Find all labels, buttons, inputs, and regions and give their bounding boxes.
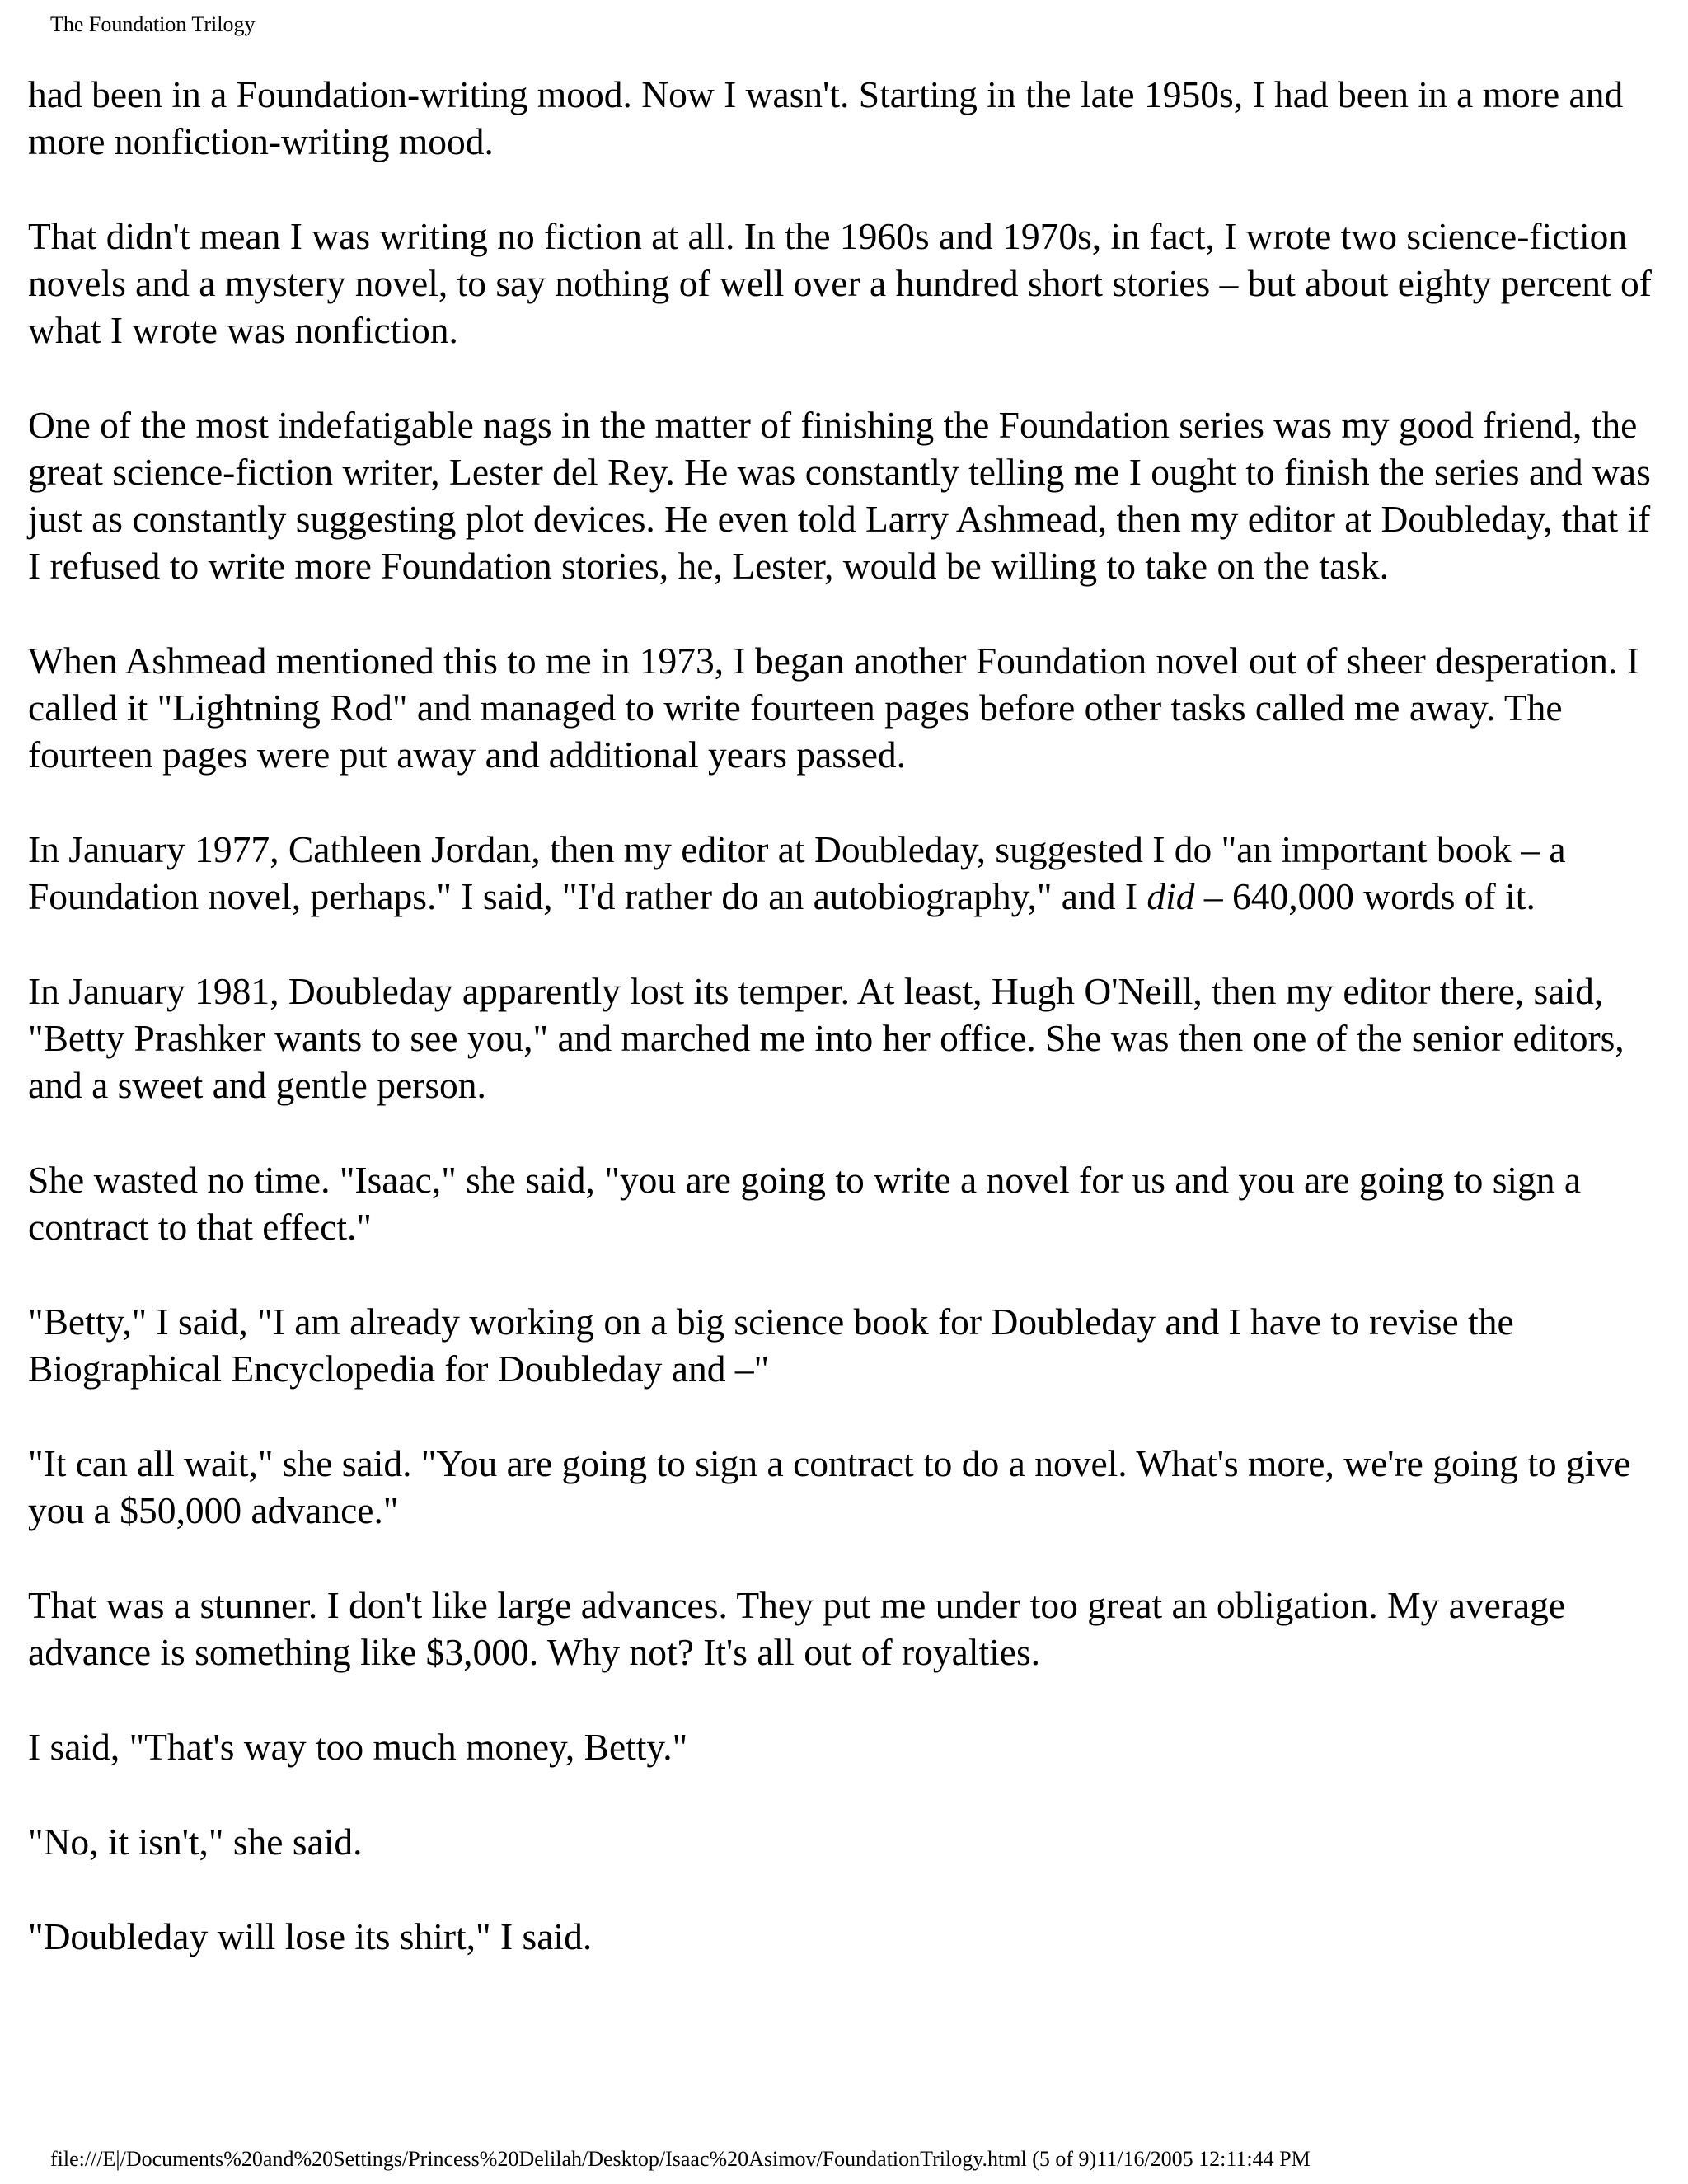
paragraph-8: "Betty," I said, "I am already working on a big science book for Doubleday and I have to revise the Biographical Encyclopedia for Doubleday and –": [28, 1301, 1514, 1390]
paragraph-9: "It can all wait," she said. "You are going to sign a contract to do a novel. What's more, we're going to give you a $50,000 advance.": [28, 1442, 1631, 1531]
paragraph-4: When Ashmead mentioned this to me in 1973, I began another Foundation novel out of sheer desperation. I called it "Lightning Rod" and managed to write fourteen pages before other tasks called me away. The fourteen pages were put away and additional years passed.: [28, 640, 1639, 776]
paragraph-6: In January 1981, Doubleday apparently lost its temper. At least, Hugh O'Neill, then my editor there, said, "Betty Prashker wants to see you," and marched me into her office. She was then one of the senior editors, and a sweet and gentle person.: [28, 970, 1625, 1106]
paragraph-5: [28, 826, 1668, 920]
paragraph-3: One of the most indefatigable nags in the matter of finishing the Foundation series was my good friend, the great science-fiction writer, Lester del Rey. He was constantly telling me I ought to finish the series and was just as constantly suggesting plot devices. He even told Larry Ashmead, then my editor at Doubleday, that if I refused to write more Foundation stories, he, Lester, would be willing to take on the task.: [28, 404, 1651, 587]
page-header-title: The Foundation Trilogy: [50, 12, 256, 36]
paragraph-2: That didn't mean I was writing no fiction at all. In the 1960s and 1970s, in fact, I wrote two science-fiction novels and a mystery novel, to say nothing of well over a hundred short stories – but about eighty percent of what I wrote was nonfiction.: [28, 215, 1652, 351]
paragraph-10: That was a stunner. I don't like large advances. They put me under too great an obligation. My average advance is something like $3,000. Why not? It's all out of royalties.: [28, 1584, 1566, 1673]
paragraph-11: I said, "That's way too much money, Betty.": [28, 1726, 688, 1768]
paragraph-12: "No, it isn't," she said.: [28, 1821, 363, 1863]
paragraph-1: had been in a Foundation-writing mood. Now I wasn't. Starting in the late 1950s, I had been in a more and more nonfiction-writing mood.: [28, 73, 1624, 162]
paragraph-5-text-before: In January 1977, Cathleen Jordan, then my editor at Doubleday, suggested I do "an important book – a Foundation novel, perhaps." I said, "I'd rather do an autobiography," and I: [28, 828, 1566, 917]
document-body: [28, 71, 1668, 2008]
page-footer-path: file:///E|/Documents%20and%20Settings/Princess%20Delilah/Desktop/Isaac%20Asimov/FoundationTrilogy.html (5 of 9)11/16/2005 12:11:44 PM: [50, 2147, 1311, 2171]
paragraph-7: She wasted no time. "Isaac," she said, "you are going to write a novel for us and you are going to sign a contract to that effect.": [28, 1159, 1582, 1248]
paragraph-5-emphasis: did: [1146, 875, 1195, 917]
paragraph-13: "Doubleday will lose its shirt," I said.: [28, 1915, 593, 1957]
paragraph-5-text-after: – 640,000 words of it.: [1194, 875, 1536, 917]
